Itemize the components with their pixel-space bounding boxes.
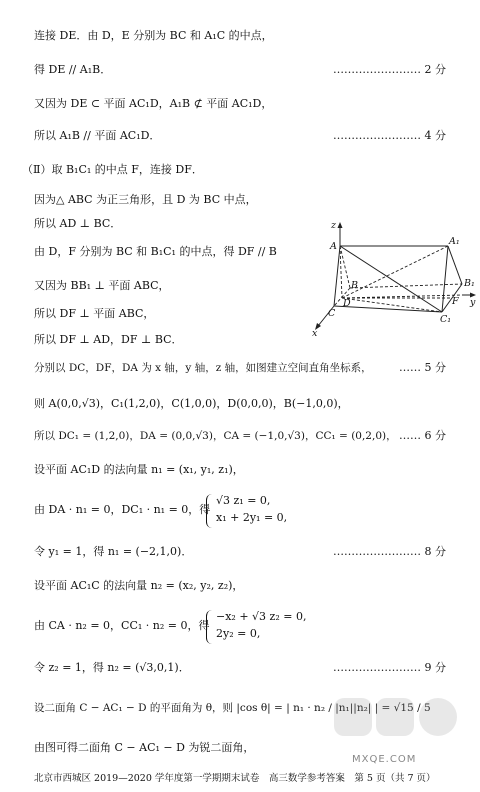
edge-a-c xyxy=(334,246,340,306)
edge-a-c1 xyxy=(340,246,442,312)
text-line: 令 z₂ = 1，得 n₂ = (√3,0,1)． xyxy=(34,661,190,674)
watermark-logo xyxy=(330,690,460,750)
page-footer: 北京市西城区 2019—2020 学年度第一学期期末试卷 高三数学参考答案 第 5 页（共 7 页） xyxy=(34,773,436,784)
label-c1: C₁ xyxy=(440,314,452,325)
edge-a1-b1 xyxy=(448,246,462,284)
label-y: y xyxy=(470,297,476,308)
text-line: 又因为 BB₁ ⊥ 平面 ABC， xyxy=(34,279,170,292)
equation: −x₂ + √3 z₂ = 0, xyxy=(216,610,307,623)
text-line: 由 DA · n₁ = 0，DC₁ · n₁ = 0，得 xyxy=(34,503,211,516)
text-line: 设平面 AC₁D 的法向量 n₁ = (x₁, y₁, z₁)， xyxy=(34,463,244,476)
text-line: 所以 AD ⊥ BC． xyxy=(34,217,122,230)
score-marker: …… 6 分 xyxy=(399,429,446,442)
hidden-axis-d-y xyxy=(342,295,462,298)
score-marker: …………………… 4 分 xyxy=(333,129,446,142)
label-b1: B₁ xyxy=(464,278,475,289)
text-line: 又因为 DE ⊂ 平面 AC₁D，A₁B ⊄ 平面 AC₁D， xyxy=(34,97,273,110)
label-f: F xyxy=(452,296,459,307)
text-line: 由图可得二面角 C − AC₁ − D 为锐二面角， xyxy=(34,741,255,754)
text-line: 所以 DF ⊥ AD，DF ⊥ BC． xyxy=(34,333,183,346)
text-line: 分别以 DC，DF，DA 为 x 轴，y 轴，z 轴，如图建立空间直角坐标系， xyxy=(34,362,372,374)
text-line: 所以 DF ⊥ 平面 ABC， xyxy=(34,307,155,320)
text-line: 设二面角 C − AC₁ − D 的平面角为 θ，则 |cos θ| = | n₁ · n₂ / |n₁||n₂| | = √15 / 5 xyxy=(34,702,431,714)
hidden-edge-d-c1 xyxy=(342,298,442,312)
watermark-text: MXQE.COM xyxy=(352,754,417,765)
edge-a1-c1 xyxy=(442,246,448,312)
label-b: B xyxy=(351,280,358,291)
score-marker: …………………… 8 分 xyxy=(333,545,446,558)
score-marker: …………………… 9 分 xyxy=(333,661,446,674)
z-axis-arrow xyxy=(338,222,343,228)
text-line: 由 D，F 分别为 BC 和 B₁C₁ 的中点，得 DF // B xyxy=(34,245,277,258)
label-z: z xyxy=(331,220,337,231)
brace xyxy=(206,610,215,644)
brace xyxy=(206,494,215,528)
watermark-block xyxy=(419,698,457,736)
equation: √3 z₁ = 0, xyxy=(216,494,271,507)
equation: x₁ + 2y₁ = 0, xyxy=(216,511,288,524)
text-line: 连接 DE．由 D，E 分别为 BC 和 A₁C 的中点， xyxy=(34,29,273,42)
text-line: 设平面 AC₁C 的法向量 n₂ = (x₂, y₂, z₂)， xyxy=(34,579,244,592)
text-line: 所以 A₁B // 平面 AC₁D． xyxy=(34,129,161,142)
text-line: 由 CA · n₂ = 0，CC₁ · n₂ = 0，得 xyxy=(34,619,210,632)
prism-coordinate-figure xyxy=(312,218,480,336)
label-c: C xyxy=(328,308,336,319)
label-x: x xyxy=(312,328,318,336)
equation: 2y₂ = 0, xyxy=(216,627,261,640)
watermark-block xyxy=(334,698,372,736)
label-d: D xyxy=(343,298,351,309)
label-a1: A₁ xyxy=(449,236,460,247)
watermark-block xyxy=(376,698,414,736)
score-marker: …………………… 2 分 xyxy=(333,63,446,76)
text-line: 所以 DC₁ = (1,2,0)，DA = (0,0,√3)，CA = (−1,0,√3)，CC₁ = (0,2,0)， xyxy=(34,430,397,442)
label-a: A xyxy=(330,241,337,252)
text-line: 令 y₁ = 1，得 n₁ = (−2,1,0)． xyxy=(34,545,193,558)
score-marker: …… 5 分 xyxy=(399,361,446,374)
section-heading: （Ⅱ）取 B₁C₁ 的中点 F，连接 DF． xyxy=(22,163,203,176)
text-line: 则 A(0,0,√3)，C₁(1,2,0)，C(1,0,0)，D(0,0,0)，B(−1,0,0)， xyxy=(34,397,349,410)
text-line: 因为△ ABC 为正三角形，且 D 为 BC 中点， xyxy=(34,193,257,206)
text-line: 得 DE // A₁B． xyxy=(34,63,112,76)
